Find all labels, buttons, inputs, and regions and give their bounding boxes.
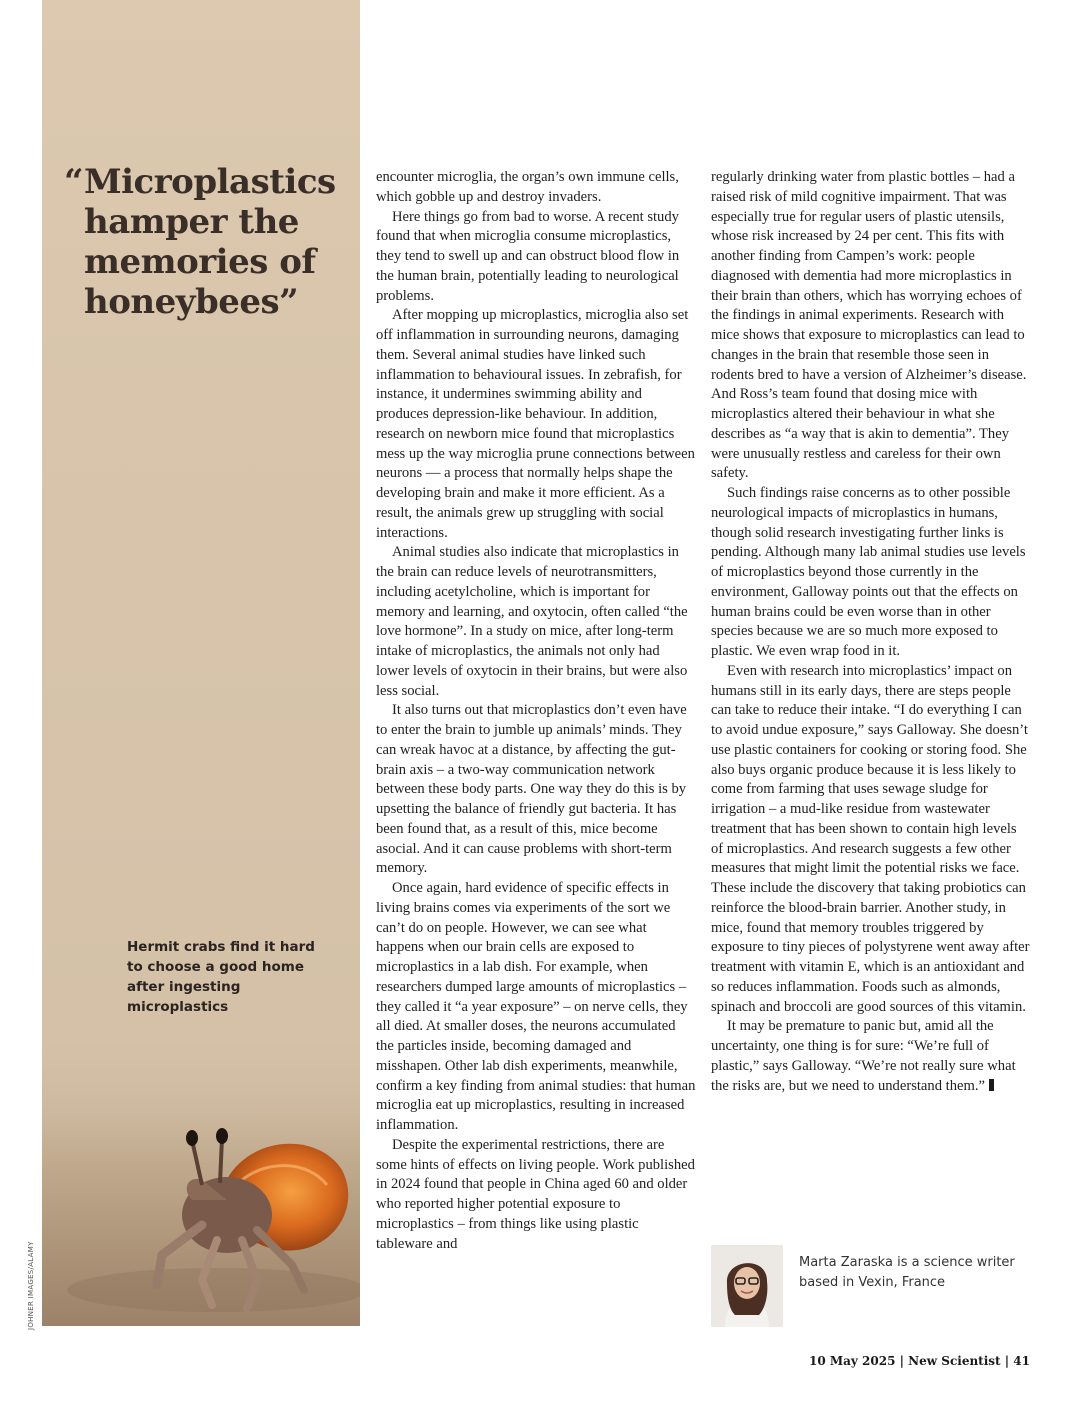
article-column-1: [376, 168, 696, 1254]
photo-panel: [42, 0, 360, 1326]
article-column-2: [711, 168, 1031, 1096]
paragraph: It also turns out that microplastics don’t even have to enter the brain to jumble up animals’ minds. They can wreak havoc at a distance, by affecting the gut-brain axis – a two-way communication network between these body parts. One way they do this is by upsetting the balance of friendly gut bacteria. It has been found that, as a result of this, mice become asocial. And it can cause problems with short-term memory.: [376, 702, 687, 877]
author-photo: [711, 1245, 783, 1327]
pull-quote-line: Microplastics: [84, 162, 336, 202]
author-bio: Marta Zaraska is a science writer based in Vexin, France: [799, 1255, 1015, 1290]
pull-quote-line: honeybees”: [84, 282, 299, 322]
paragraph: Once again, hard evidence of specific effects in living brains comes via experiments of the sort we can’t do on people. However, we can see what happens when our brain cells are exposed to microplastics in a lab dish. For example, when researchers dumped large amounts of microplastics – they called it “a year exposure” – on nerve cells, they all died. At smaller doses, the neurons accumulated the particles inside, becoming damaged and misshapen. Other lab dish experiments, meanwhile, confirm a key finding from animal studies: that human microglia eat up microplastics, resulting in increased inflammation.: [376, 880, 696, 1133]
author-box: [711, 1245, 1031, 1330]
pull-quote-open-mark: “: [64, 162, 84, 202]
paragraph: Despite the experimental restrictions, there are some hints of effects on living people. Work published in 2024 found that people in China aged 60 and older who reported higher potential exposure to microplastics – from things like using plastic tableware and: [376, 1136, 695, 1252]
paragraph: Even with research into microplastics’ impact on humans still in its early days, there are steps people can take to reduce their intake. “I do everything I can to avoid undue exposure,” says Galloway. She doesn’t use plastic containers for cooking or storing food. She also buys organic produce because it is less likely to come from farming that uses sewage sludge for irrigation – a mud-like residue from wastewater treatment that has been shown to contain high levels of microplastics. And research suggests a few other measures that might limit the potential risks we face. These include the discovery that taking probiotics can reinforce the blood-brain barrier. Another study, in mice, found that memory troubles triggered by exposure to tiny pieces of polystyrene went away after treatment with vitamin E, which is an antioxidant and so reduces inflammation. Foods such as almonds, spinach and broccoli are good sources of this vitamin.: [711, 662, 1030, 1015]
photo-credit: JOHNER IMAGES/ALAMY: [27, 1241, 35, 1330]
photo-caption: Hermit crabs find it hard to choose a good home after ingesting microplastics: [127, 939, 315, 1015]
paragraph: regularly drinking water from plastic bottles – had a raised risk of mild cognitive impairment. That was especially true for regular users of plastic utensils, whose risk increased by 24 per cent. This fits with another finding from Campen’s work: people diagnosed with dementia had more microplastics in their brain than others, which has worrying echoes of the findings in animal experiments. Research with mice shows that exposure to microplastics can lead to changes in the brain that resemble those seen in rodents bred to have a version of Alzheimer’s disease. And Ross’s team found that dosing mice with microplastics altered their behaviour in what she describes as “a way that is akin to dementia”. They were unusually restless and careless for their own safety.: [711, 169, 1027, 482]
pull-quote-line: hamper the: [84, 202, 299, 242]
paragraph-final: [711, 1017, 1031, 1096]
pull-quote-line: memories of: [84, 242, 316, 282]
hermit-crab-photo: [42, 1040, 360, 1326]
paragraph: Here things go from bad to worse. A recent study found that when microglia consume microplastics, they tend to swell up and can obstruct blood flow in the human brain, potentially leading to neurological problems.: [376, 208, 680, 304]
paragraph: After mopping up microplastics, microglia also set off inflammation in surrounding neurons, damaging them. Several animal studies have linked such inflammation to behavioural issues. In zebrafish, for instance, it undermines swimming ability and produces depression-like behaviour. In addition, research on newborn mice found that microplastics mess up the way microglia prune connections between neurons — a process that normally helps shape the developing brain and make it more efficient. As a result, the animals grew up struggling with social interactions.: [376, 307, 695, 541]
end-of-article-icon: [989, 1079, 994, 1091]
pull-quote: [64, 162, 354, 322]
paragraph: Animal studies also indicate that microplastics in the brain can reduce levels of neurotransmitters, including acetylcholine, which is important for memory and learning, and oxytocin, often called “the love hormone”. In a study on mice, after long-term intake of microplastics, the animals not only had lower levels of oxytocin in their brains, but were also less social.: [376, 544, 688, 699]
paragraph: Such findings raise concerns as to other possible neurological impacts of microplastics in humans, though solid research investigating further links is pending. Although many lab animal studies use levels of microplastics beyond those currently in the environment, Galloway points out that the effects on human brains could be even worse than in other species because we are so much more exposed to plastic. We even wrap food in it.: [711, 485, 1026, 659]
paragraph: encounter microglia, the organ’s own immune cells, which gobble up and destroy invaders.: [376, 169, 679, 205]
paragraph-final-text: It may be premature to panic but, amid all the uncertainty, one thing is for sure: “We’re full of plastic,” says Galloway. “We’re not really sure what the risks are, but we need to understand them.”: [711, 1018, 1016, 1094]
page-footer: 10 May 2025 | New Scientist | 41: [808, 1354, 1030, 1368]
